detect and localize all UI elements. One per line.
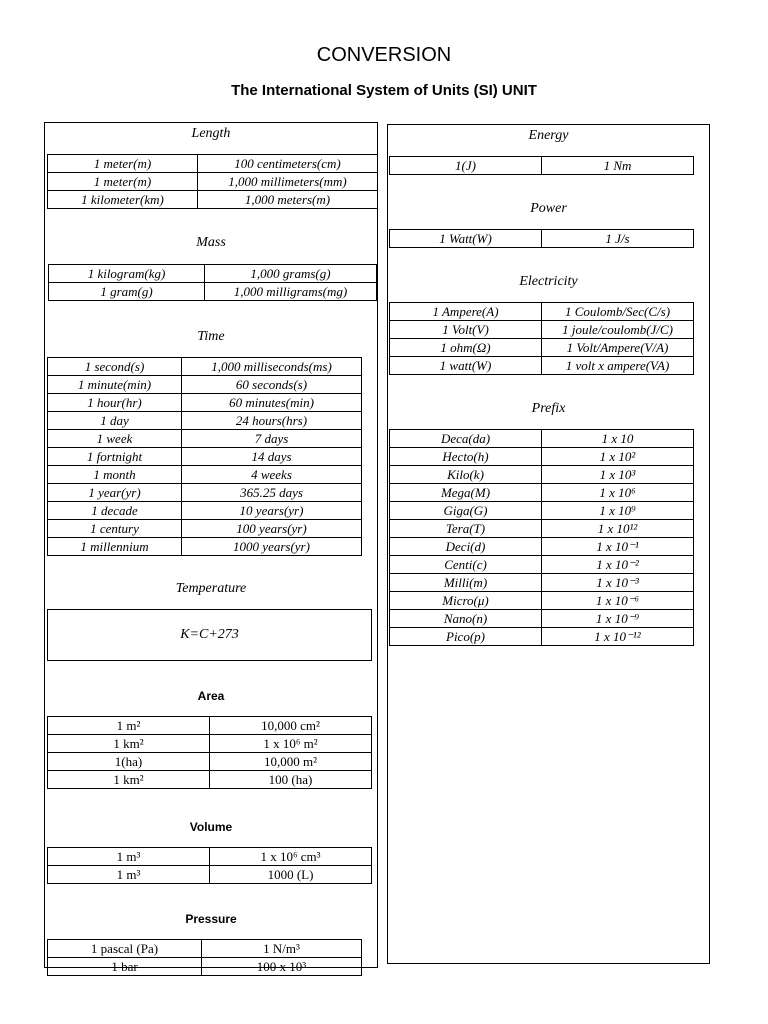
volume-equivalent-cell: 1000 (L) — [210, 866, 372, 884]
mass-equivalent-cell: 1,000 milligrams(mg) — [205, 283, 377, 301]
time-row — [48, 466, 362, 484]
power-unit-cell: 1 Watt(W) — [390, 230, 542, 248]
prefix-row — [390, 538, 694, 556]
prefix-equivalent-cell: 1 x 10⁹ — [542, 502, 694, 520]
area-row — [48, 753, 372, 771]
energy-table — [389, 156, 694, 175]
time-equivalent-cell: 10 years(yr) — [182, 502, 362, 520]
length-equivalent-cell: 100 centimeters(cm) — [198, 155, 378, 173]
prefix-equivalent-cell: 1 x 10³ — [542, 466, 694, 484]
electricity-equivalent-cell: 1 Coulomb/Sec(C/s) — [542, 303, 694, 321]
time-row — [48, 394, 362, 412]
time-row — [48, 430, 362, 448]
length-row — [48, 173, 378, 191]
mass-unit-cell: 1 gram(g) — [49, 283, 205, 301]
prefix-row — [390, 574, 694, 592]
electricity-table — [389, 302, 694, 375]
prefix-unit-cell: Pico(p) — [390, 628, 542, 646]
area-equivalent-cell: 10,000 cm² — [210, 717, 372, 735]
volume-unit-cell: 1 m³ — [48, 866, 210, 884]
prefix-unit-cell: Centi(c) — [390, 556, 542, 574]
prefix-equivalent-cell: 1 x 10⁻⁹ — [542, 610, 694, 628]
time-unit-cell: 1 year(yr) — [48, 484, 182, 502]
length-equivalent-cell: 1,000 millimeters(mm) — [198, 173, 378, 191]
electricity-row — [390, 303, 694, 321]
time-equivalent-cell: 1000 years(yr) — [182, 538, 362, 556]
prefix-equivalent-cell: 1 x 10² — [542, 448, 694, 466]
area-unit-cell: 1 km² — [48, 735, 210, 753]
electricity-equivalent-cell: 1 joule/coulomb(J/C) — [542, 321, 694, 339]
area-equivalent-cell: 100 (ha) — [210, 771, 372, 789]
time-unit-cell: 1 second(s) — [48, 358, 182, 376]
prefix-row — [390, 520, 694, 538]
area-equivalent-cell: 1 x 10⁶ m² — [210, 735, 372, 753]
volume-row — [48, 866, 372, 884]
time-unit-cell: 1 decade — [48, 502, 182, 520]
prefix-row — [390, 610, 694, 628]
pressure-equivalent-cell: 1 N/m³ — [202, 940, 362, 958]
time-equivalent-cell: 1,000 milliseconds(ms) — [182, 358, 362, 376]
prefix-row — [390, 592, 694, 610]
prefix-unit-cell: Deca(da) — [390, 430, 542, 448]
prefix-equivalent-cell: 1 x 10⁻³ — [542, 574, 694, 592]
area-table — [47, 716, 372, 789]
electricity-row — [390, 321, 694, 339]
prefix-unit-cell: Mega(M) — [390, 484, 542, 502]
mass-table — [48, 264, 377, 301]
time-row — [48, 502, 362, 520]
area-row — [48, 717, 372, 735]
power-row — [390, 230, 694, 248]
pressure-equivalent-cell: 100 x 10³ — [202, 958, 362, 976]
prefix-unit-cell: Tera(T) — [390, 520, 542, 538]
temperature-section-title: Temperature — [175, 581, 247, 596]
length-unit-cell: 1 meter(m) — [48, 173, 198, 191]
power-table — [389, 229, 694, 248]
prefix-unit-cell: Hecto(h) — [390, 448, 542, 466]
time-unit-cell: 1 century — [48, 520, 182, 538]
area-row — [48, 735, 372, 753]
volume-equivalent-cell: 1 x 10⁶ cm³ — [210, 848, 372, 866]
time-unit-cell: 1 millennium — [48, 538, 182, 556]
time-unit-cell: 1 week — [48, 430, 182, 448]
power-equivalent-cell: 1 J/s — [542, 230, 694, 248]
time-row — [48, 376, 362, 394]
energy-section-title: Energy — [528, 128, 569, 143]
temperature-formula-box — [47, 609, 372, 661]
time-row — [48, 412, 362, 430]
length-row — [48, 155, 378, 173]
area-equivalent-cell: 10,000 m² — [210, 753, 372, 771]
time-equivalent-cell: 60 seconds(s) — [182, 376, 362, 394]
pressure-section-title: Pressure — [185, 912, 237, 926]
length-unit-cell: 1 kilometer(km) — [48, 191, 198, 209]
prefix-equivalent-cell: 1 x 10⁻² — [542, 556, 694, 574]
mass-row — [49, 283, 377, 301]
mass-unit-cell: 1 kilogram(kg) — [49, 265, 205, 283]
length-section-title: Length — [191, 126, 231, 141]
prefix-equivalent-cell: 1 x 10⁶ — [542, 484, 694, 502]
electricity-unit-cell: 1 Volt(V) — [390, 321, 542, 339]
prefix-table — [389, 429, 694, 646]
time-table — [47, 357, 362, 556]
pressure-row — [48, 940, 362, 958]
electricity-row — [390, 339, 694, 357]
electricity-unit-cell: 1 watt(W) — [390, 357, 542, 375]
energy-unit-cell: 1(J) — [390, 157, 542, 175]
time-row — [48, 358, 362, 376]
length-row — [48, 191, 378, 209]
electricity-section-title: Electricity — [519, 274, 578, 289]
prefix-section-title: Prefix — [531, 401, 566, 416]
prefix-unit-cell: Nano(n) — [390, 610, 542, 628]
area-unit-cell: 1 km² — [48, 771, 210, 789]
volume-section-title: Volume — [189, 820, 233, 834]
mass-equivalent-cell: 1,000 grams(g) — [205, 265, 377, 283]
area-section-title: Area — [197, 689, 225, 703]
time-equivalent-cell: 24 hours(hrs) — [182, 412, 362, 430]
prefix-equivalent-cell: 1 x 10⁻⁶ — [542, 592, 694, 610]
electricity-unit-cell: 1 ohm(Ω) — [390, 339, 542, 357]
time-unit-cell: 1 minute(min) — [48, 376, 182, 394]
pressure-row — [48, 958, 362, 976]
pressure-table — [47, 939, 362, 976]
document-title: CONVERSION — [316, 44, 452, 66]
prefix-row — [390, 628, 694, 646]
electricity-equivalent-cell: 1 volt x ampere(VA) — [542, 357, 694, 375]
volume-unit-cell: 1 m³ — [48, 848, 210, 866]
volume-table — [47, 847, 372, 884]
length-table — [47, 154, 378, 209]
prefix-row — [390, 502, 694, 520]
energy-equivalent-cell: 1 Nm — [542, 157, 694, 175]
length-unit-cell: 1 meter(m) — [48, 155, 198, 173]
mass-row — [49, 265, 377, 283]
prefix-row — [390, 556, 694, 574]
prefix-row — [390, 484, 694, 502]
time-row — [48, 520, 362, 538]
temperature-formula: K=C+273 — [180, 627, 239, 642]
electricity-equivalent-cell: 1 Volt/Ampere(V/A) — [542, 339, 694, 357]
prefix-unit-cell: Deci(d) — [390, 538, 542, 556]
prefix-row — [390, 466, 694, 484]
document-subtitle: The International System of Units (SI) UNIT — [231, 82, 537, 99]
prefix-equivalent-cell: 1 x 10⁻¹² — [542, 628, 694, 646]
time-row — [48, 448, 362, 466]
pressure-unit-cell: 1 bar — [48, 958, 202, 976]
pressure-unit-cell: 1 pascal (Pa) — [48, 940, 202, 958]
prefix-unit-cell: Giga(G) — [390, 502, 542, 520]
time-row — [48, 484, 362, 502]
volume-row — [48, 848, 372, 866]
energy-row — [390, 157, 694, 175]
time-equivalent-cell: 4 weeks — [182, 466, 362, 484]
prefix-unit-cell: Micro(μ) — [390, 592, 542, 610]
area-unit-cell: 1 m² — [48, 717, 210, 735]
prefix-row — [390, 448, 694, 466]
time-unit-cell: 1 fortnight — [48, 448, 182, 466]
mass-section-title: Mass — [196, 235, 226, 250]
time-equivalent-cell: 365.25 days — [182, 484, 362, 502]
area-row — [48, 771, 372, 789]
prefix-equivalent-cell: 1 x 10 — [542, 430, 694, 448]
time-unit-cell: 1 month — [48, 466, 182, 484]
prefix-unit-cell: Kilo(k) — [390, 466, 542, 484]
time-row — [48, 538, 362, 556]
area-unit-cell: 1(ha) — [48, 753, 210, 771]
prefix-equivalent-cell: 1 x 10⁻¹ — [542, 538, 694, 556]
time-unit-cell: 1 day — [48, 412, 182, 430]
time-equivalent-cell: 100 years(yr) — [182, 520, 362, 538]
time-unit-cell: 1 hour(hr) — [48, 394, 182, 412]
length-equivalent-cell: 1,000 meters(m) — [198, 191, 378, 209]
time-equivalent-cell: 7 days — [182, 430, 362, 448]
electricity-row — [390, 357, 694, 375]
prefix-row — [390, 430, 694, 448]
power-section-title: Power — [530, 201, 567, 216]
time-equivalent-cell: 14 days — [182, 448, 362, 466]
time-equivalent-cell: 60 minutes(min) — [182, 394, 362, 412]
prefix-unit-cell: Milli(m) — [390, 574, 542, 592]
prefix-equivalent-cell: 1 x 10¹² — [542, 520, 694, 538]
time-section-title: Time — [197, 329, 225, 344]
electricity-unit-cell: 1 Ampere(A) — [390, 303, 542, 321]
